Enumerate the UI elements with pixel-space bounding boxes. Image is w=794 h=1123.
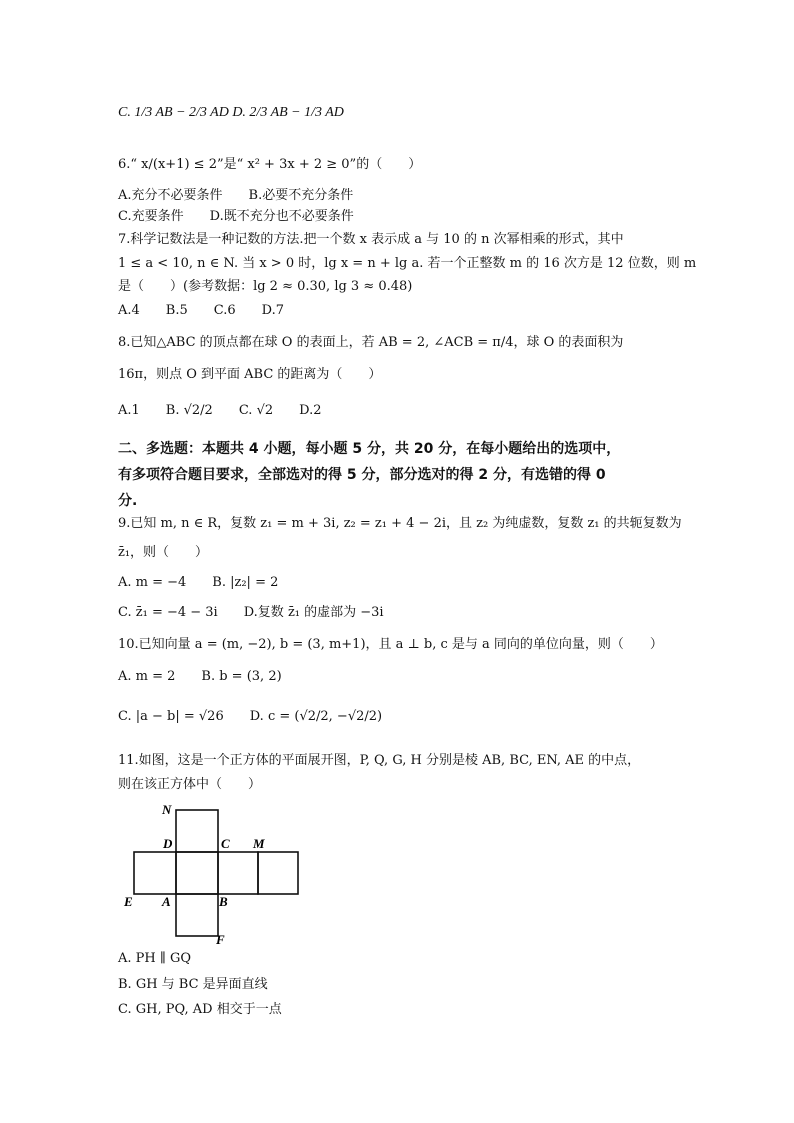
q7-options: A.4 B.5 C.6 D.7 [118, 303, 284, 318]
q9-line-1: 9.已知 m, n ∈ R，复数 z₁ = m + 3i, z₂ = z₁ + 4 − 2i，且 z₂ 为纯虚数，复数 z₁ 的共轭复数为 [118, 516, 682, 531]
q11-option-b: B. GH 与 BC 是异面直线 [118, 977, 268, 992]
q6-options-cd: C.充要条件 D.既不充分也不必要条件 [118, 209, 354, 224]
q7-line-1: 7.科学记数法是一种记数的方法.把一个数 x 表示成 a 与 10 的 n 次幂相乘的形式，其中 [118, 232, 624, 247]
net-square-top [176, 810, 218, 852]
net-square-bottom [176, 894, 218, 936]
section-2-heading-line-3: 分. [118, 493, 138, 509]
net-square-center [176, 852, 218, 894]
q11-line-2: 则在该正方体中（ ） [118, 777, 262, 792]
net-square-left [134, 852, 176, 894]
q9-line-2: z̄₁，则（ ） [118, 545, 209, 560]
label-C: C [221, 836, 230, 851]
cube-net-figure [118, 798, 318, 948]
q6-stem: 6.“ x/(x+1) ≤ 2”是“ x² + 3x + 2 ≥ 0”的（ ） [118, 157, 422, 172]
q6-options-ab: A.充分不必要条件 B.必要不充分条件 [118, 188, 354, 203]
q8-line-1: 8.已知△ABC 的顶点都在球 O 的表面上，若 AB = 2, ∠ACB = π/4，球 O 的表面积为 [118, 335, 624, 350]
q11-line-1: 11.如图，这是一个正方体的平面展开图，P, Q, G, H 分别是棱 AB, BC, EN, AE 的中点， [118, 753, 641, 768]
q7-line-2: 1 ≤ a < 10, n ∈ N. 当 x > 0 时，lg x = n + lg a. 若一个正整数 m 的 16 次方是 12 位数，则 m [118, 256, 697, 271]
q11-option-c: C. GH, PQ, AD 相交于一点 [118, 1002, 282, 1017]
label-N: N [162, 802, 172, 817]
section-2-heading-line-1: 二、多选题：本题共 4 小题，每小题 5 分，共 20 分，在每小题给出的选项中， [118, 441, 621, 457]
label-F: F [216, 932, 225, 947]
q8-line-2: 16π，则点 O 到平面 ABC 的距离为（ ） [118, 367, 382, 382]
q9-options-cd: C. z̄₁ = −4 − 3i D.复数 z̄₁ 的虚部为 −3i [118, 605, 384, 620]
q10-options-cd: C. |a − b| = √26 D. c = (√2/2, −√2/2) [118, 709, 383, 724]
label-D: D [163, 836, 173, 851]
section-2-heading-line-2: 有多项符合题目要求，全部选对的得 5 分，部分选对的得 2 分，有选错的得 0 [118, 467, 606, 483]
q8-options: A.1 B. √2/2 C. √2 D.2 [118, 403, 322, 418]
q11-option-a: A. PH ∥ GQ [118, 951, 192, 966]
label-B: B [219, 894, 228, 909]
q9-options-ab: A. m = −4 B. |z₂| = 2 [118, 575, 279, 590]
q10-options-ab: A. m = 2 B. b = (3, 2) [118, 669, 282, 684]
q7-line-3: 是（ ）(参考数据：lg 2 ≈ 0.30, lg 3 ≈ 0.48) [118, 279, 413, 294]
net-square-right-1 [218, 852, 258, 894]
q10-line-1: 10.已知向量 a = (m, −2), b = (3, m+1)，且 a ⊥ b, c 是与 a 同向的单位向量，则（ ） [118, 637, 663, 652]
label-M: M [253, 836, 265, 851]
label-E: E [124, 894, 133, 909]
q5-options: C. 1/3 AB − 2/3 AD D. 2/3 AB − 1/3 AD [118, 105, 344, 120]
label-A: A [162, 894, 171, 909]
net-square-right-2 [258, 852, 298, 894]
